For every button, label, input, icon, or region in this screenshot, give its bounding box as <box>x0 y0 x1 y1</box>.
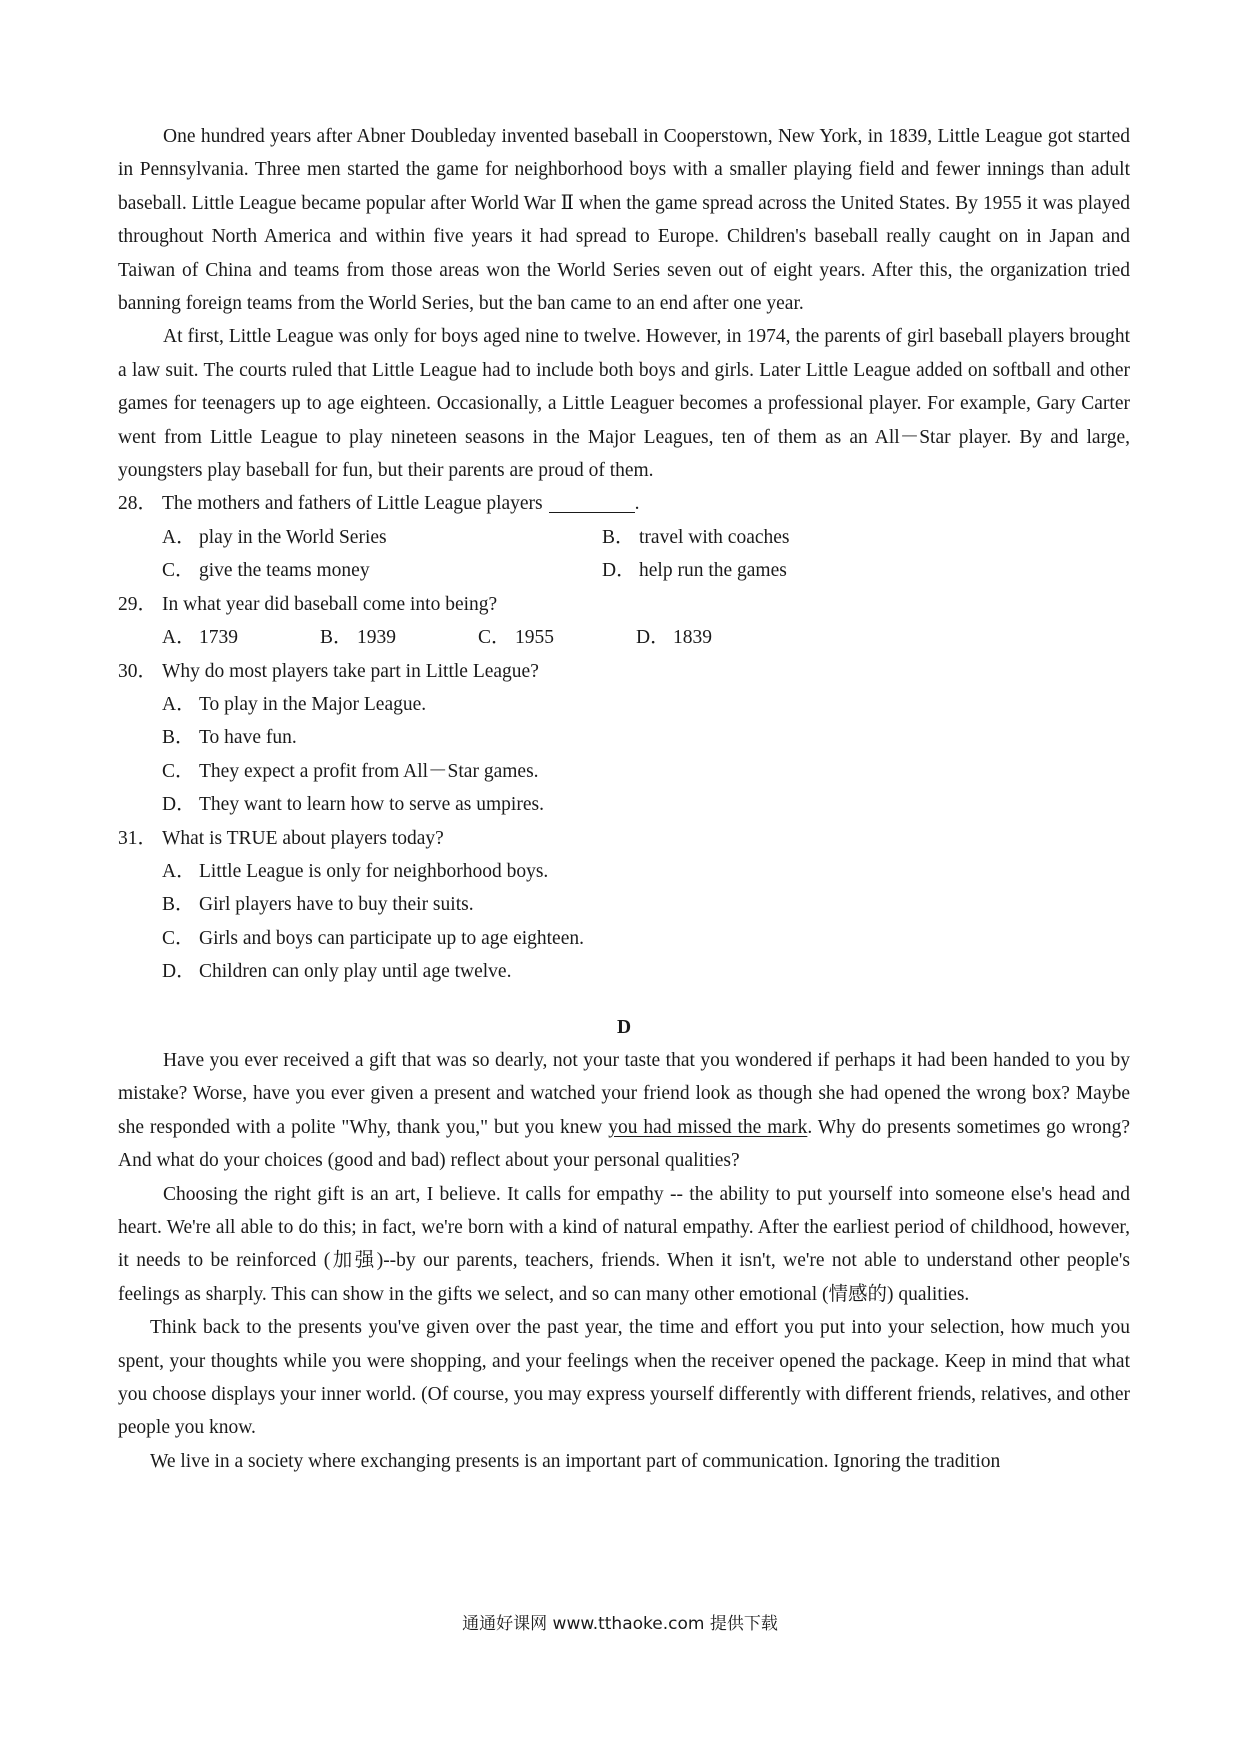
section-d-heading: D <box>616 1016 632 1038</box>
question-stem: Why do most players take part in Little League? <box>162 660 539 682</box>
option-c: C． 1955 <box>478 627 554 649</box>
passage-c-paragraph-1: One hundred years after Abner Doubleday invented baseball in Cooperstown, New York, in 1839, Little League got started in Pennsylvania. Three men started the game for neighborhood boys with a smaller playing field and fewer innings than adult baseball. Little League became popular after World War Ⅱ when the game spread across the United States. By 1955 it was played throughout North America and within five years it had spread to Europe. Children's baseball really caught on in Japan and Taiwan of China and teams from those areas won the World Series seven out of eight years. After this, the organization tried banning foreign teams from the World Series, but the ban came to an end after one year. <box>118 126 1130 315</box>
question-number: 28． <box>118 493 158 515</box>
underlined-phrase: you had missed the mark <box>608 1116 808 1138</box>
option-c: C． give the teams money <box>162 560 370 582</box>
option-a: A． Little League is only for neighborhood boys. <box>162 860 549 882</box>
section-d-paragraph-3: Think back to the presents you've given over the past year, the time and effort you put into your selection, how much you spent, your thoughts while you were shopping, and your feelings when the receiver opened the package. Keep in mind that what you choose displays your inner world. (Of course, you may express yourself differently with different friends, relatives, and other people you know. <box>118 1317 1130 1439</box>
option-b: B． 1939 <box>320 627 396 649</box>
page-footer: 通通好课网 www.tthaoke.com 提供下载 <box>462 1614 778 1634</box>
question-stem: The mothers and fathers of Little League players . <box>162 487 640 520</box>
question-number: 30． <box>118 660 158 682</box>
option-d: D． Children can only play until age twelve. <box>162 961 512 983</box>
option-c: C． Girls and boys can participate up to age eighteen. <box>162 927 584 949</box>
document-page <box>118 120 1130 1478</box>
option-a: A． 1739 <box>162 627 238 649</box>
option-d: D． help run the games <box>602 560 787 582</box>
option-d: D． They want to learn how to serve as umpires. <box>162 794 544 816</box>
question-28 <box>118 487 1130 520</box>
question-number: 29． <box>118 593 158 615</box>
option-c: C． They expect a profit from All－Star games. <box>162 760 539 782</box>
option-a: A． play in the World Series <box>162 526 387 548</box>
question-31 <box>118 822 1130 855</box>
section-d-paragraph-4: We live in a society where exchanging presents is an important part of communication. Ignoring the tradition <box>150 1450 1001 1472</box>
answer-blank <box>549 490 635 513</box>
question-stem: What is TRUE about players today? <box>162 827 444 849</box>
question-stem: In what year did baseball come into being? <box>162 593 498 615</box>
options-row <box>118 554 1130 587</box>
option-b: B． Girl players have to buy their suits. <box>162 894 474 916</box>
question-29 <box>118 588 1130 621</box>
option-b: B． To have fun. <box>162 727 297 749</box>
question-30 <box>118 655 1130 688</box>
option-b: B． travel with coaches <box>602 526 790 548</box>
section-d-paragraph-1: Have you ever received a gift that was so dearly, not your taste that you wondered if perhaps it had been handed to you by mistake? Worse, have you ever given a present and watched your friend look as though she had opened the wrong box? Maybe she responded with a polite "Why, thank you," but you knew you had missed the mark. Why do presents sometimes go wrong? And what do your choices (good and bad) reflect about your personal qualities? <box>118 1049 1131 1172</box>
options-row <box>118 521 1130 554</box>
options-row <box>118 621 1130 654</box>
passage-c-paragraph-2: At first, Little League was only for boys aged nine to twelve. However, in 1974, the parents of girl baseball players brought a law suit. The courts ruled that Little League had to include both boys and girls. Later Little League added on softball and other games for teenagers up to age eighteen. Occasionally, a Little Leaguer becomes a professional player. For example, Gary Carter went from Little League to play nineteen seasons in the Major Leagues, ten of them as an All－Star player. By and large, youngsters play baseball for fun, but their parents are proud of them. <box>118 326 1130 482</box>
section-d-paragraph-2: Choosing the right gift is an art, I believe. It calls for empathy -- the ability to put yourself into someone else's head and heart. We're all able to do this; in fact, we're born with a kind of natural empathy. After the earliest period of childhood, however, it needs to be reinforced (加强)--by our parents, teachers, friends. When it isn't, we're not able to understand other people's feelings as sharply. This can show in the gifts we select, and so can many other emotional (情感的) qualities. <box>118 1183 1130 1305</box>
option-d: D． 1839 <box>636 627 712 649</box>
question-number: 31． <box>118 827 158 849</box>
option-a: A． To play in the Major League. <box>162 693 427 715</box>
